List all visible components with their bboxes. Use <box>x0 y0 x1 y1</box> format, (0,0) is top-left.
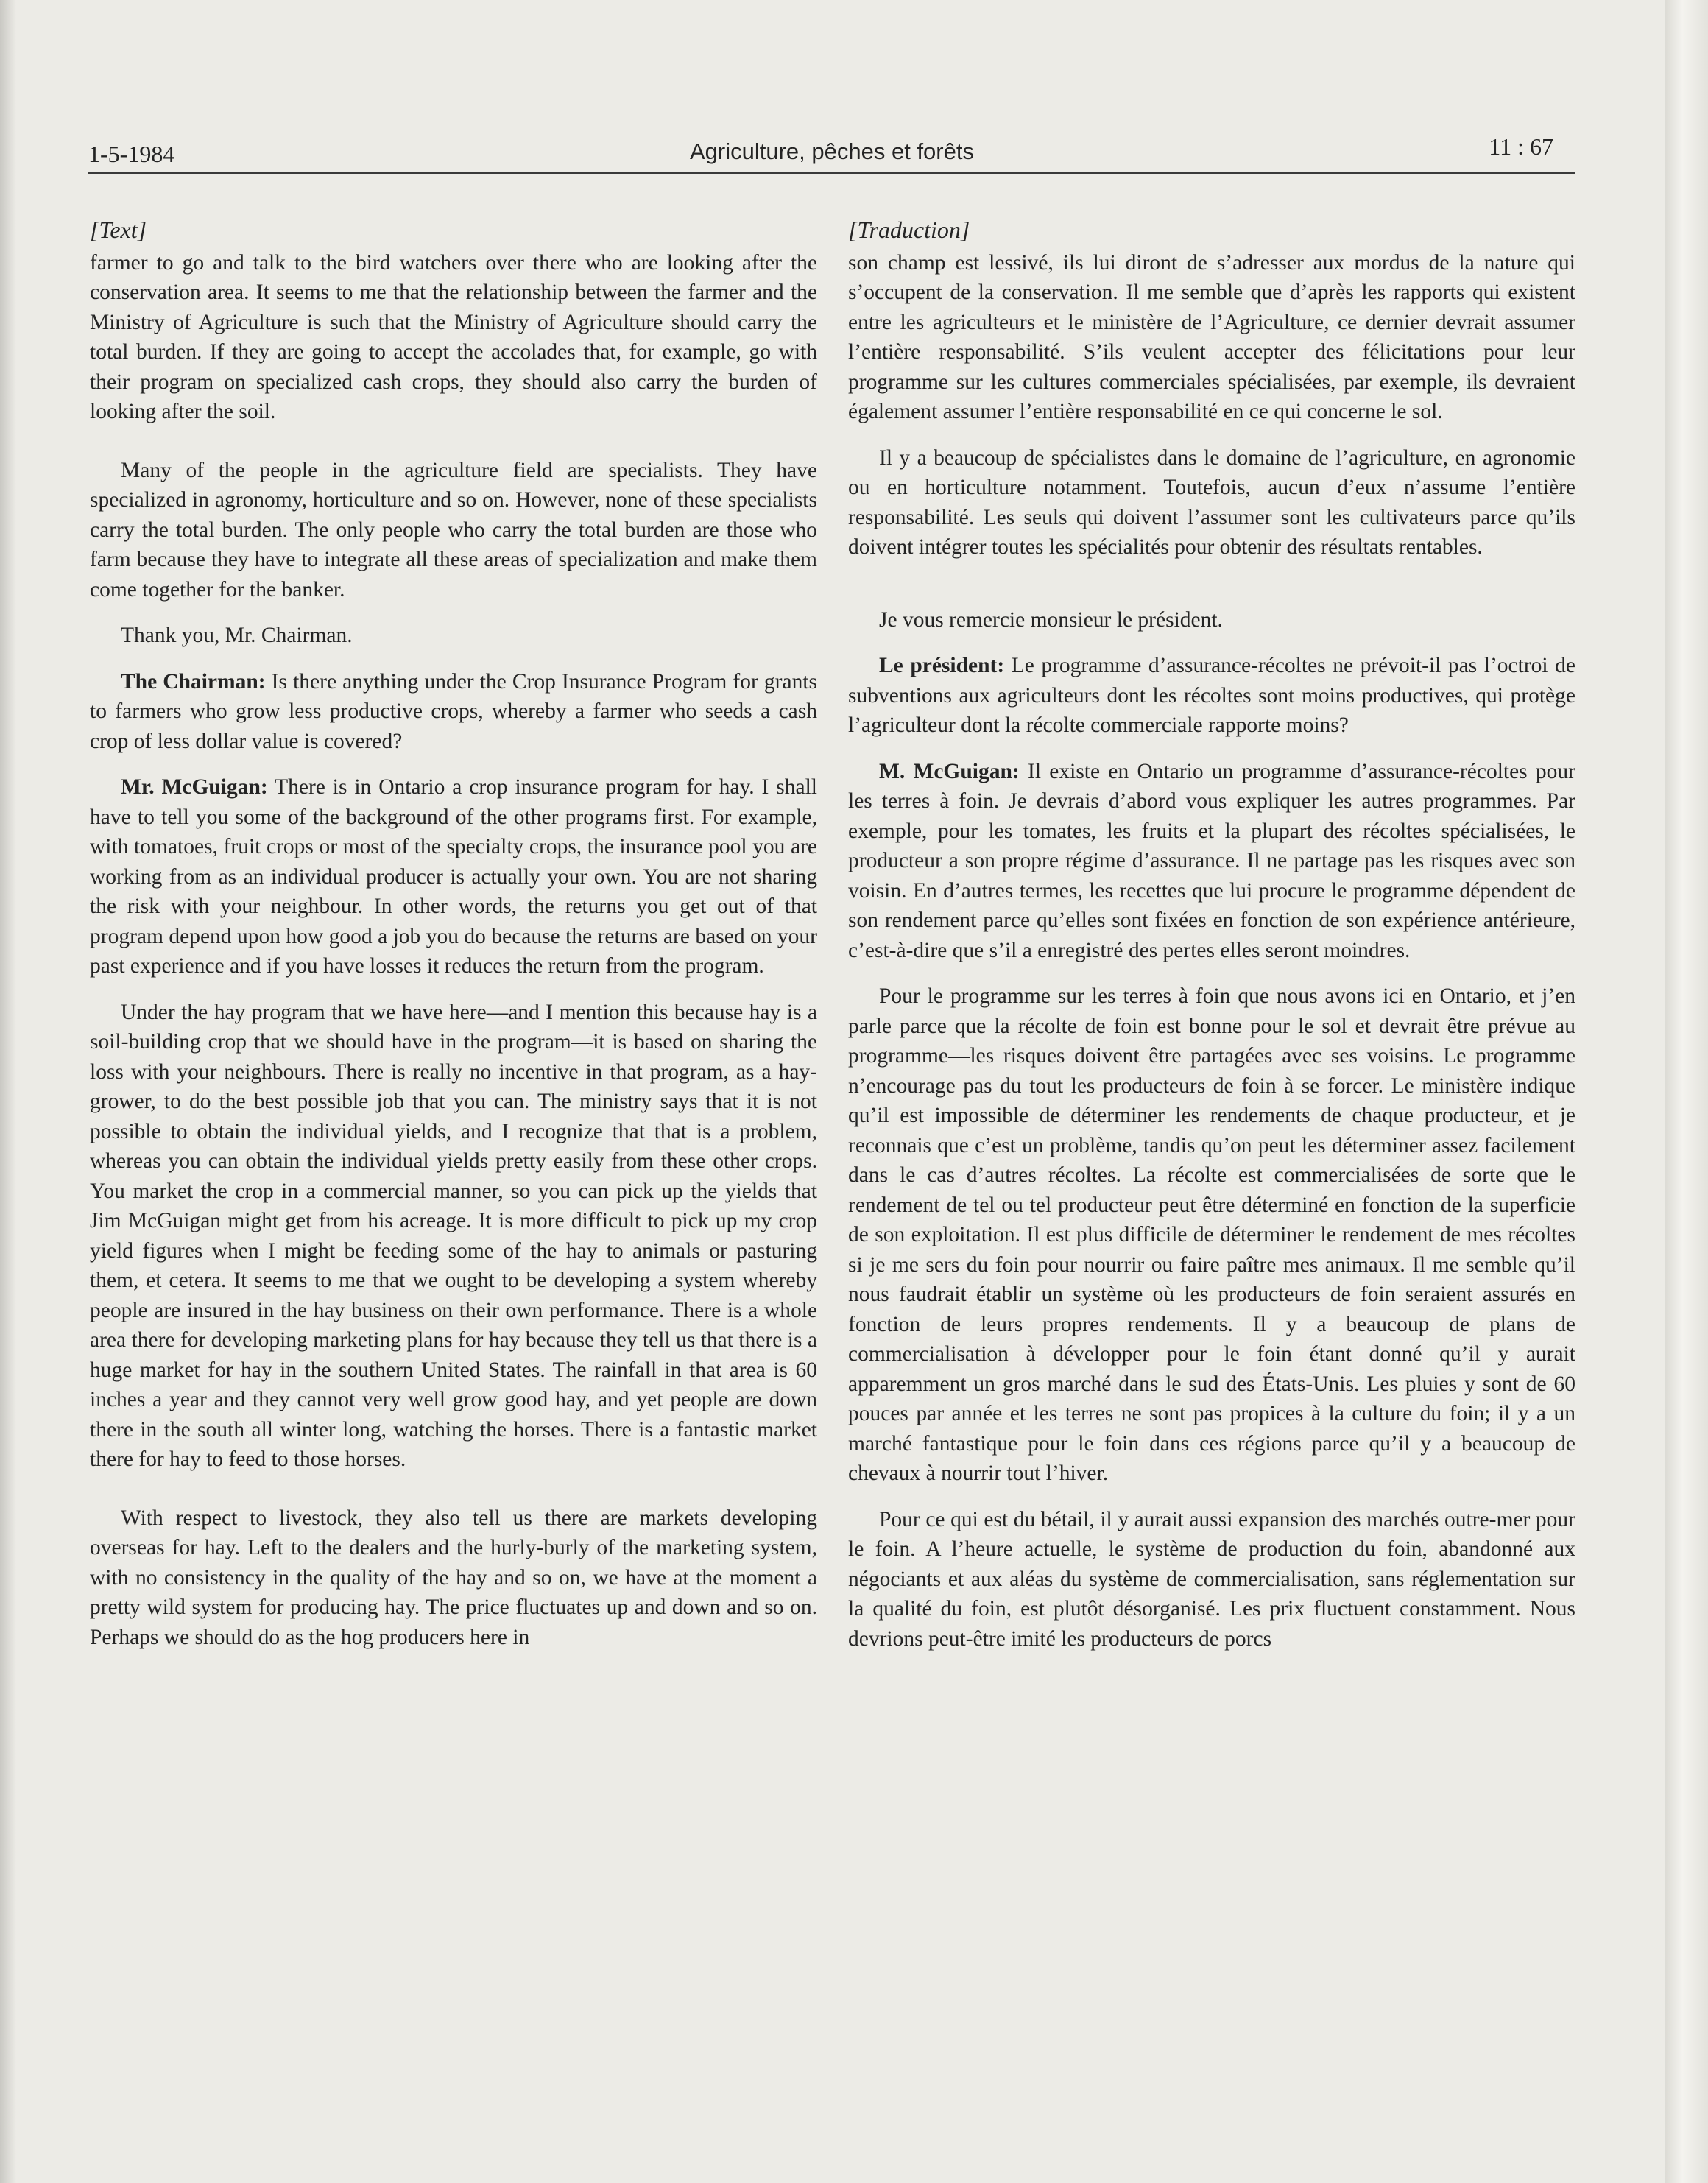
paragraph <box>90 456 817 605</box>
paragraph-text: Il y a beaucoup de spécialistes dans le domaine de l’agriculture, en agronomie ou en horticulture notamment. Toutefois, aucun d’eux n’assume l’entière responsabilité. Les seuls qui doivent l’assumer sont les cultivateurs parce qu’ils doivent intégrer toutes les spécialités pour obtenir des résultats rentables. <box>848 445 1575 559</box>
paragraph <box>848 443 1575 562</box>
speaker-name: M. McGuigan: <box>879 759 1020 783</box>
paragraph-text: Pour ce qui est du bétail, il y aurait aussi expansion des marchés outre-mer pour le foin. A l’heure actuelle, le système de production du foin, abandonné aux négociants et aux aléas du système de commercialisation, sans réglementation sur la qualité du foin, est plutôt désorganisé. Les prix fluctuent constamment. Nous devrions peut-être imité les producteurs de porcs <box>848 1507 1575 1651</box>
paragraph <box>848 757 1575 966</box>
paragraph-text: Thank you, Mr. Chairman. <box>121 624 353 647</box>
paragraph <box>90 248 817 427</box>
paragraph-text: With respect to livestock, they also tell us there are markets developing overseas for hay. Left to the dealers and the hurly-burly of the marketing system, with no consistency in the quality of the hay and so on, we have at the moment a pretty wild system for producing hay. The price fluctuates up and down and so on. Perhaps we should do as the hog producers here in <box>90 1506 817 1649</box>
column-label-traduction: [Traduction] <box>848 216 970 243</box>
paragraph <box>90 667 817 757</box>
paragraph-text: Pour le programme sur les terres à foin que nous avons ici en Ontario, et j’en parle parce que la récolte de foin est bonne pour le sol et devrait être prévue au programme—les risques doivent être partagées avec ses voisins. Le programme n’encourage pas du tout les producteurs de foin à se forcer. Le ministère indique qu’il est impossible de déterminer les rendements de chaque producteur, et je reconnais que c’est un problème, tandis qu’on peut les déterminer assez facilement dans le cas d’autres récoltes. La récolte est commercialisées de sorte que le rendement de tel ou tel producteur peut être déterminé en fonction de la superficie de son exploitation. Il est plus difficile de déterminer le rendement de mes récoltes si je me sers du foin pour nourrir ou faire paître mes animaux. Il me semble qu’il nous faudrait établir un système où les producteurs de foin seraient assurés en fonction de leurs propres rendements. Il y a beaucoup de plans de commercialisation à développer pour le foin étant donné qu’il y aurait apparemment un gros marché dans le sud des États-Unis. Les pluies y sont de 60 pouces par année et les terres ne sont pas propices à la culture du foin; il y a un marché fantastique pour le foin dans ces régions parce qu’il y a beaucoup de chevaux à nourrir tout l’hiver. <box>848 984 1575 1485</box>
paragraph <box>848 605 1575 635</box>
paragraph-text: Je vous remercie monsieur le président. <box>879 607 1223 632</box>
paragraph-text: Is there anything under the Crop Insurance Program for grants to farmers who grow less productive crops, whereby a farmer who seeds a cash crop of less dollar value is covered? <box>90 669 817 753</box>
page-left-shadow <box>0 0 16 2183</box>
paragraph <box>90 772 817 981</box>
paragraph-text: There is in Ontario a crop insurance program for hay. I shall have to tell you some of the background of the other programs first. For example, with tomatoes, fruit crops or most of the specialty crops, the insurance pool you are working from as an individual producer is actually your own. You are not sharing the risk with your neighbour. In other words, the returns you get out of that program depend upon how good a job you do because the returns are based on your past experience and if you have losses it reduces the return from the program. <box>90 775 818 978</box>
paragraph <box>90 621 817 651</box>
header-page-number: 11 : 67 <box>1489 133 1553 160</box>
paragraph-text: Le programme d’assurance-récoltes ne prévoit-il pas l’octroi de subventions aux agriculteurs dont les récoltes sont moins productives, qui protège l’agriculteur dont la récolte commerciale rapporte moins? <box>848 654 1575 737</box>
paragraph-text: Il existe en Ontario un programme d’assurance-récoltes pour les terres à foin. Je devrais d’abord vous expliquer les autres programmes. Par exemple, pour les tomates, les fruits et la plupart des récoltes spécialisées, le producteur a son propre régime d’assurance. Il ne partage pas les risques avec son voisin. En d’autres termes, les recettes que lui procure le programme dépendent de son rendement parce qu’elles sont fixées en fonction de son expérience antérieure, c’est-à-dire que s’il a enregistré des pertes elles seront moindres. <box>848 759 1576 962</box>
paragraph <box>848 981 1575 1489</box>
paragraph <box>848 1505 1575 1654</box>
header-title: Agriculture, pêches et forêts <box>690 138 974 164</box>
paragraph <box>848 248 1575 427</box>
page-right-edge <box>1665 0 1708 2183</box>
paragraph-text: Many of the people in the agriculture field are specialists. They have specialized in agronomy, horticulture and so on. However, none of these specialists carry the total burden. The only people who carry the total burden are those who farm because they have to integrate all these areas of specialization and make them come together for the banker. <box>90 458 817 602</box>
speaker-name: Le président: <box>879 654 1005 677</box>
paragraph-text: Under the hay program that we have here—and I mention this because hay is a soil-building crop that we should have in the program—it is based on sharing the loss with your neighbours. There is really no incentive in that program, as a haygrower, to do the best possible job that you can. The ministry says that it is not possible to obtain the individual yields, and I recognize that that is a problem, whereas you can obtain the individual yields pretty easily from these other crops. You market the crop in a commercial manner, so you can pick up the yields that Jim McGuigan might get from his acreage. It is more difficult to pick up my crop yield figures when I might be feeding some of the hay to animals or pasturing them, et cetera. It seems to me that we ought to be developing a system whereby people are insured in the hay business on their own performance. There is a whole area there for developing marketing plans for hay because they tell us that there is a huge market for hay in the southern United States. The rainfall in that area is 60 inches a year and they cannot very well grow good hay, and yet people are down there in the south all winter long, watching the horses. There is a fantastic market there for hay to feed to those horses. <box>90 1000 817 1471</box>
paragraph <box>848 651 1575 741</box>
speaker-name: Mr. McGuigan: <box>121 775 268 799</box>
paragraph <box>90 998 817 1475</box>
paragraph-text: son champ est lessivé, ils lui diront de s’adresser aux mordus de la nature qui s’occupent de la conservation. Il me semble que d’après les rapports qui existent entre les agriculteurs et le ministère de l’Agriculture, ce dernier devrait assumer l’entière responsabilité. S’ils veulent accepter des félicitations pour leur programme sur les cultures commerciales spécialisées, par exemple, ils devraient également assumer l’entière responsabilité en ce qui concerne le sol. <box>848 250 1575 423</box>
header-date: 1-5-1984 <box>88 141 175 167</box>
left-column-english <box>90 215 817 1652</box>
speaker-name: The Chairman: <box>121 669 266 694</box>
right-column-french <box>848 215 1575 1654</box>
column-label-text: [Text] <box>90 216 147 243</box>
paragraph-text: farmer to go and talk to the bird watchers over there who are looking after the conservation area. It seems to me that the relationship between the farmer and the Ministry of Agriculture is such that the Ministry of Agriculture should carry the total burden. If they are going to accept the accolades that, for example, go with their program on specialized cash crops, they should also carry the burden of looking after the soil. <box>90 250 817 423</box>
page-header <box>88 133 1575 174</box>
paragraph <box>90 1503 817 1653</box>
